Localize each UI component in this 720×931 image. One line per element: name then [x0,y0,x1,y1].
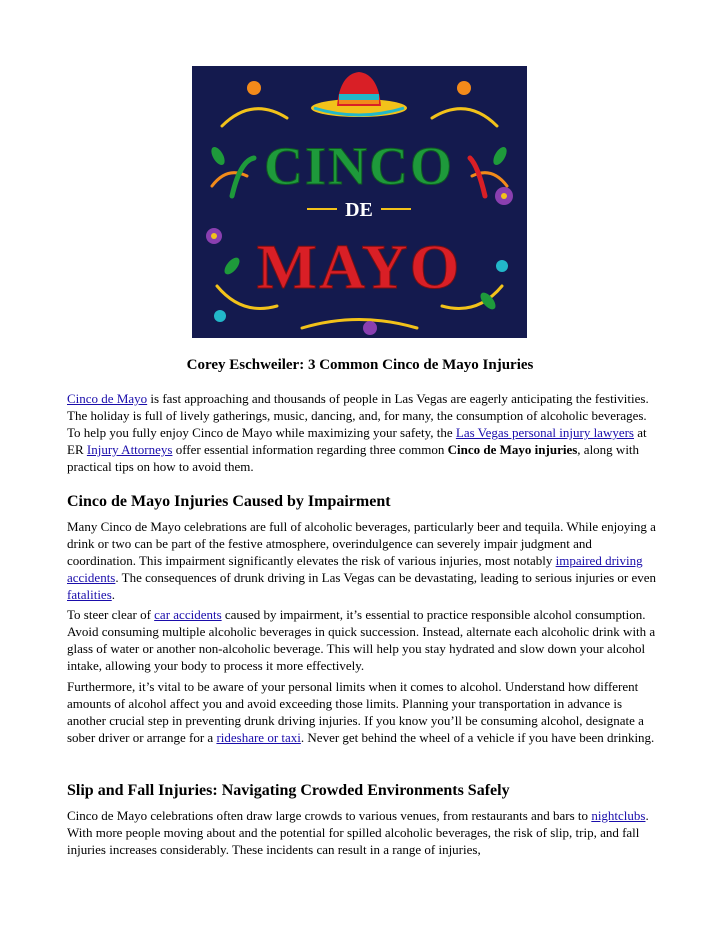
section-heading-impairment: Cinco de Mayo Injuries Caused by Impairment [67,493,391,510]
banner-word-de: DE [345,199,373,221]
intro-text-4: , along with practical tips on how to avoid them. [67,442,640,474]
slip-p1-text-2: . With more people moving about and the potential for spilled alcoholic beverages, the risk of slip, trip, and fall injuries increases considerably. These incidents can result in a range of injuries, [67,808,649,857]
link-cinco-de-mayo[interactable]: Cinco de Mayo [67,391,148,406]
intro-text-2: at ER [67,425,647,457]
impairment-p1-text-3: . [111,587,116,602]
link-nightclubs[interactable]: nightclubs [591,808,646,823]
cinco-de-mayo-banner-image [192,66,527,338]
link-injury-attorneys[interactable]: Injury Attorneys [86,442,173,457]
impairment-p2-text-1: To steer clear of [67,607,155,622]
slip-p1-text-1: Cinco de Mayo celebrations often draw large crowds to various venues, from restaurants and bars to [67,808,592,823]
intro-text-3: offer essential information regarding three common [172,442,448,457]
impairment-p3-text-2: . Never get behind the wheel of a vehicle if you have been drinking. [300,730,655,745]
link-impaired-driving-accidents[interactable]: impaired driving accidents [67,553,643,585]
intro-text-1: is fast approaching and thousands of people in Las Vegas are eagerly anticipating the festivities. The holiday is full of lively gatherings, music, dancing, and, for many, the consumption of alcoholic beverages. To help you fully enjoy Cinco de Mayo while maximizing your safety, the [67,391,649,440]
section-heading-slip-and-fall: Slip and Fall Injuries: Navigating Crowded Environments Safely [67,782,510,799]
link-las-vegas-personal-injury-lawyers[interactable]: Las Vegas personal injury lawyers [455,425,634,440]
banner-word-cinco: CINCO [263,136,455,196]
impairment-paragraph-1 [67,518,657,603]
impairment-p2-text-2: caused by impairment, it’s essential to practice responsible alcohol consumption. Avoid consuming multiple alcoholic beverages in quick succession. Instead, alternate each alcoholic drink with a glass of water or another non-alcoholic beverage. This will help you stay hydrated and slow down your alcohol intake, allowing your body to process it more effectively. [67,607,656,673]
slip-and-fall-paragraph-1 [67,807,657,858]
impairment-p1-text-2: . The consequences of drunk driving in Las Vegas can be devastating, leading to serious injuries or even [115,570,657,585]
impairment-p1-text-1: Many Cinco de Mayo celebrations are full of alcoholic beverages, particularly beer and tequila. While enjoying a drink or two can be part of the festive atmosphere, overindulgence can severely impair judgment and coordination. This impairment significantly elevates the risk of various injuries, most notably [67,519,656,568]
impairment-paragraph-2 [67,606,657,674]
link-car-accidents[interactable]: car accidents [154,607,222,622]
impairment-paragraph-3 [67,678,657,746]
intro-bold-text: Cinco de Mayo injuries [447,442,578,457]
link-rideshare-or-taxi[interactable]: rideshare or taxi [216,730,301,745]
article-title: Corey Eschweiler: 3 Common Cinco de Mayo Injuries [186,357,534,373]
link-fatalities[interactable]: fatalities [67,587,112,602]
intro-paragraph [67,390,657,475]
banner-word-mayo: MAYO [256,231,462,302]
impairment-p3-text-1: Furthermore, it’s vital to be aware of your personal limits when it comes to alcohol. Understand how different amounts of alcohol affect you and avoid exceeding those limits. Planning your transportation in advance is another crucial step in preventing drunk driving injuries. If you know you’ll be consuming alcohol, designate a sober driver or arrange for a [67,679,644,745]
